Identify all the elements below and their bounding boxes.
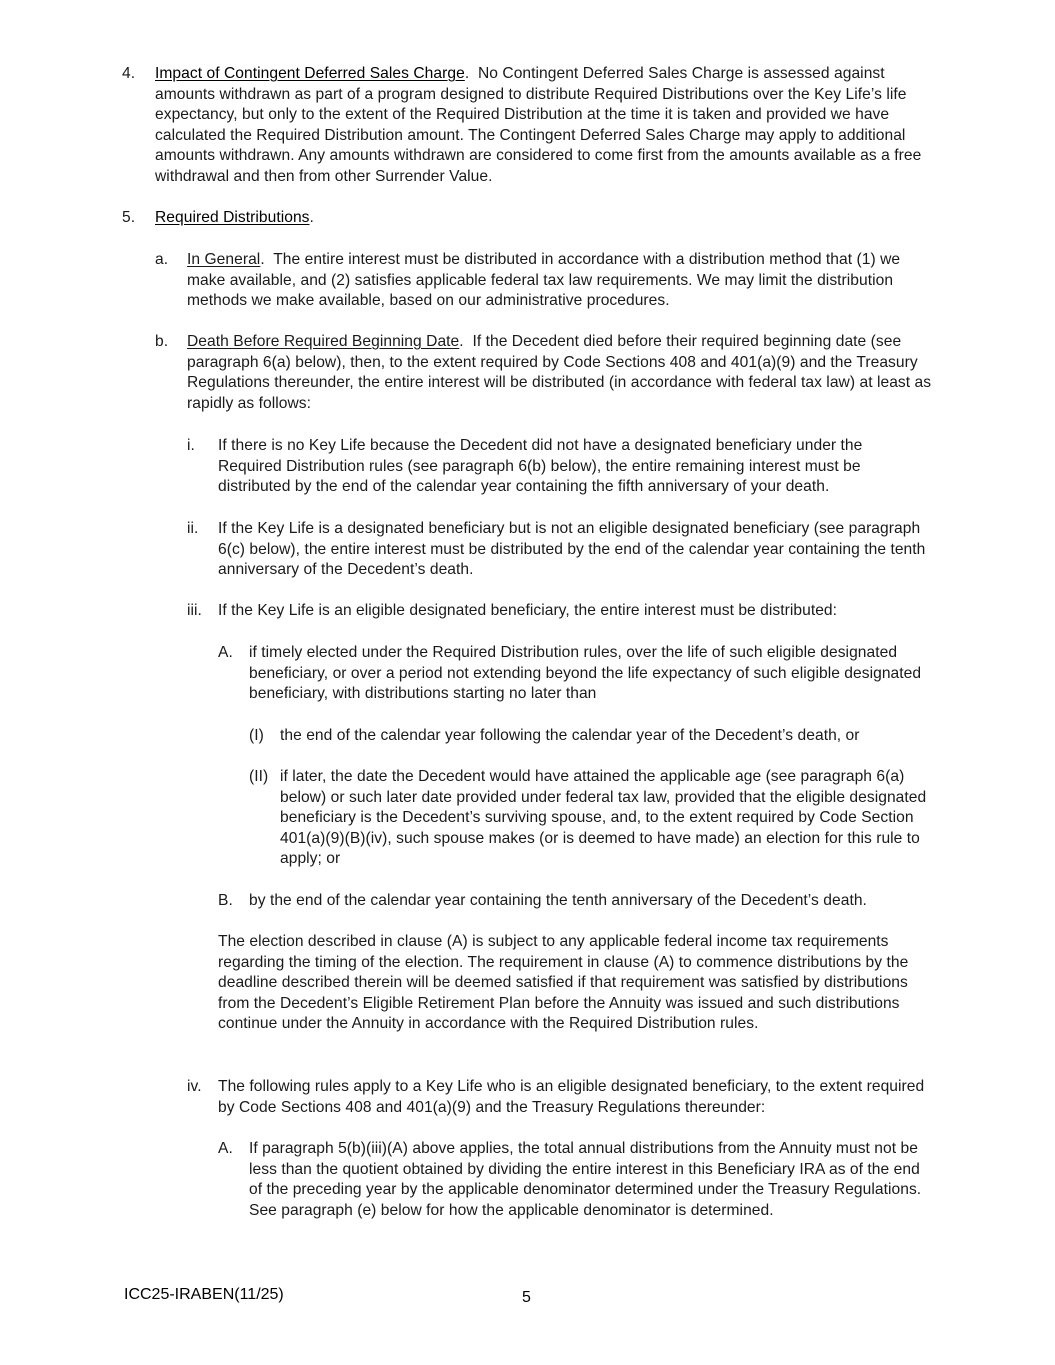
item-i-text: If there is no Key Life because the Decedent did not have a designated beneficiary under the Required Distribution rules (see paragraph 6(b) below), the entire remaining interest must be distributed by the end of the calendar year containing the fifth anniversary of your death.: [218, 437, 863, 496]
section-4-text: No Contingent Deferred Sales Charge is assessed against amounts withdrawn as part of a program designed to distribute Required Distributions over the Key Life’s life expectancy, but only to the extent of the Required Distribution at the time it is taken and provided we have calculated the Required Distribution amount. The Contingent Deferred Sales Charge may apply to additional amounts withdrawn. Any amounts withdrawn are considered to come first from the amounts available as a free withdrawal and then from other Surrender Value.: [155, 65, 922, 185]
item-i-mark: i.: [187, 437, 195, 454]
form-identifier: ICC25-IRABEN(11/25): [124, 1286, 284, 1303]
section-5-number: 5.: [122, 209, 136, 226]
item-b-paragraph: Death Before Required Beginning Date. If the Decedent died before their required beginning date (see paragraph 6(a) below), then, to the extent required by Code Sections 408 and 401(a)(9) and the Treasury Regulations thereunder, the entire interest will be distributed (in accordance with federal tax law) at least as rapidly as follows:: [187, 333, 932, 412]
item-iv-mark: iv.: [187, 1078, 202, 1095]
item-ii-text: If the Key Life is a designated beneficiary but is not an eligible designated beneficiary (see paragraph 6(c) below), the entire interest must be distributed by the end of the calendar year containing the tenth anniversary of the Decedent’s death.: [218, 520, 926, 579]
election-paragraph: The election described in clause (A) is subject to any applicable federal income tax requirements regarding the timing of the election. The requirement in clause (A) to commence distributions by the deadline described therein will be deemed satisfied if that requirement was satisfied by distributions from the Decedent’s Eligible Retirement Plan before the Annuity was issued and such distributions continue under the Annuity in accordance with the Required Distribution rules.: [218, 933, 909, 1033]
item-iii-B-text: by the end of the calendar year containing the tenth anniversary of the Decedent’s death.: [249, 892, 867, 909]
item-iii-A-II-mark: (II): [249, 768, 269, 785]
page-number: 5: [522, 1289, 531, 1306]
item-b-text: If the Decedent died before their required beginning date (see paragraph 6(a) below), then, to the extent required by Code Sections 408 and 401(a)(9) and the Treasury Regulations thereunder, the entire interest will be distributed (in accordance with federal tax law) at least as rapidly as follows:: [187, 333, 932, 412]
item-iii-A-text: if timely elected under the Required Distribution rules, over the life of such eligible designated beneficiary, or over a period not extending beyond the life expectancy of such eligible designated beneficiary, with distributions starting no later than: [249, 644, 922, 703]
item-iii-A-II-text: if later, the date the Decedent would have attained the applicable age (see paragraph 6(a) below) or such later date provided under federal tax law, provided that the eligible designated beneficiary is the Decedent’s surviving spouse, and, to the extent required by Code Section 401(a)(9)(B)(iv), such spouse makes (or is deemed to have made) an election for this rule to apply; or: [280, 768, 927, 868]
item-iii-A-I-text: the end of the calendar year following the calendar year of the Decedent’s death, or: [280, 727, 860, 744]
item-iii-text: If the Key Life is an eligible designated beneficiary, the entire interest must be distributed:: [218, 602, 838, 619]
item-ii-mark: ii.: [187, 520, 199, 537]
item-iv-A-mark: A.: [218, 1140, 233, 1157]
item-a-text: The entire interest must be distributed in accordance with a distribution method that (1) we make available, and (2) satisfies applicable federal tax law requirements. We may limit the distribution methods we make available, based on our administrative procedures.: [187, 251, 901, 310]
item-iv-A-text: If paragraph 5(b)(iii)(A) above applies, the total annual distributions from the Annuity must not be less than the quotient obtained by dividing the entire interest in this Beneficiary IRA as of the end of the preceding year by the applicable denominator determined under the Treasury Regulations. See paragraph (e) below for how the applicable denominator is determined.: [249, 1140, 922, 1219]
item-iii-B-mark: B.: [218, 892, 233, 909]
item-iv-text: The following rules apply to a Key Life who is an eligible designated beneficiary, to the extent required by Code Sections 408 and 401(a)(9) and the Treasury Regulations thereunder:: [218, 1078, 925, 1116]
item-a-paragraph: In General. The entire interest must be distributed in accordance with a distribution method that (1) we make available, and (2) satisfies applicable federal tax law requirements. We may limit the distribution methods we make available, based on our administrative procedures.: [187, 251, 901, 310]
section-4-paragraph: Impact of Contingent Deferred Sales Charge. No Contingent Deferred Sales Charge is assessed against amounts withdrawn as part of a program designed to distribute Required Distributions over the Key Life’s life expectancy, but only to the extent of the Required Distribution at the time it is taken and provided we have calculated the Required Distribution amount. The Contingent Deferred Sales Charge may apply to additional amounts withdrawn. Any amounts withdrawn are considered to come first from the amounts available as a free withdrawal and then from other Surrender Value.: [155, 65, 922, 185]
item-iii-A-mark: A.: [218, 644, 233, 661]
section-4-title: Impact of Contingent Deferred Sales Charge: [155, 65, 465, 82]
section-5-heading: Required Distributions.: [155, 209, 314, 226]
item-b-title: Death Before Required Beginning Date: [187, 333, 460, 350]
section-5-title: Required Distributions: [155, 209, 310, 226]
item-iii-mark: iii.: [187, 602, 202, 619]
item-b-mark: b.: [155, 333, 169, 350]
item-iii-A-I-mark: (I): [249, 727, 264, 744]
item-a-title: In General: [187, 251, 261, 268]
section-4-number: 4.: [122, 65, 136, 82]
item-a-mark: a.: [155, 251, 169, 268]
